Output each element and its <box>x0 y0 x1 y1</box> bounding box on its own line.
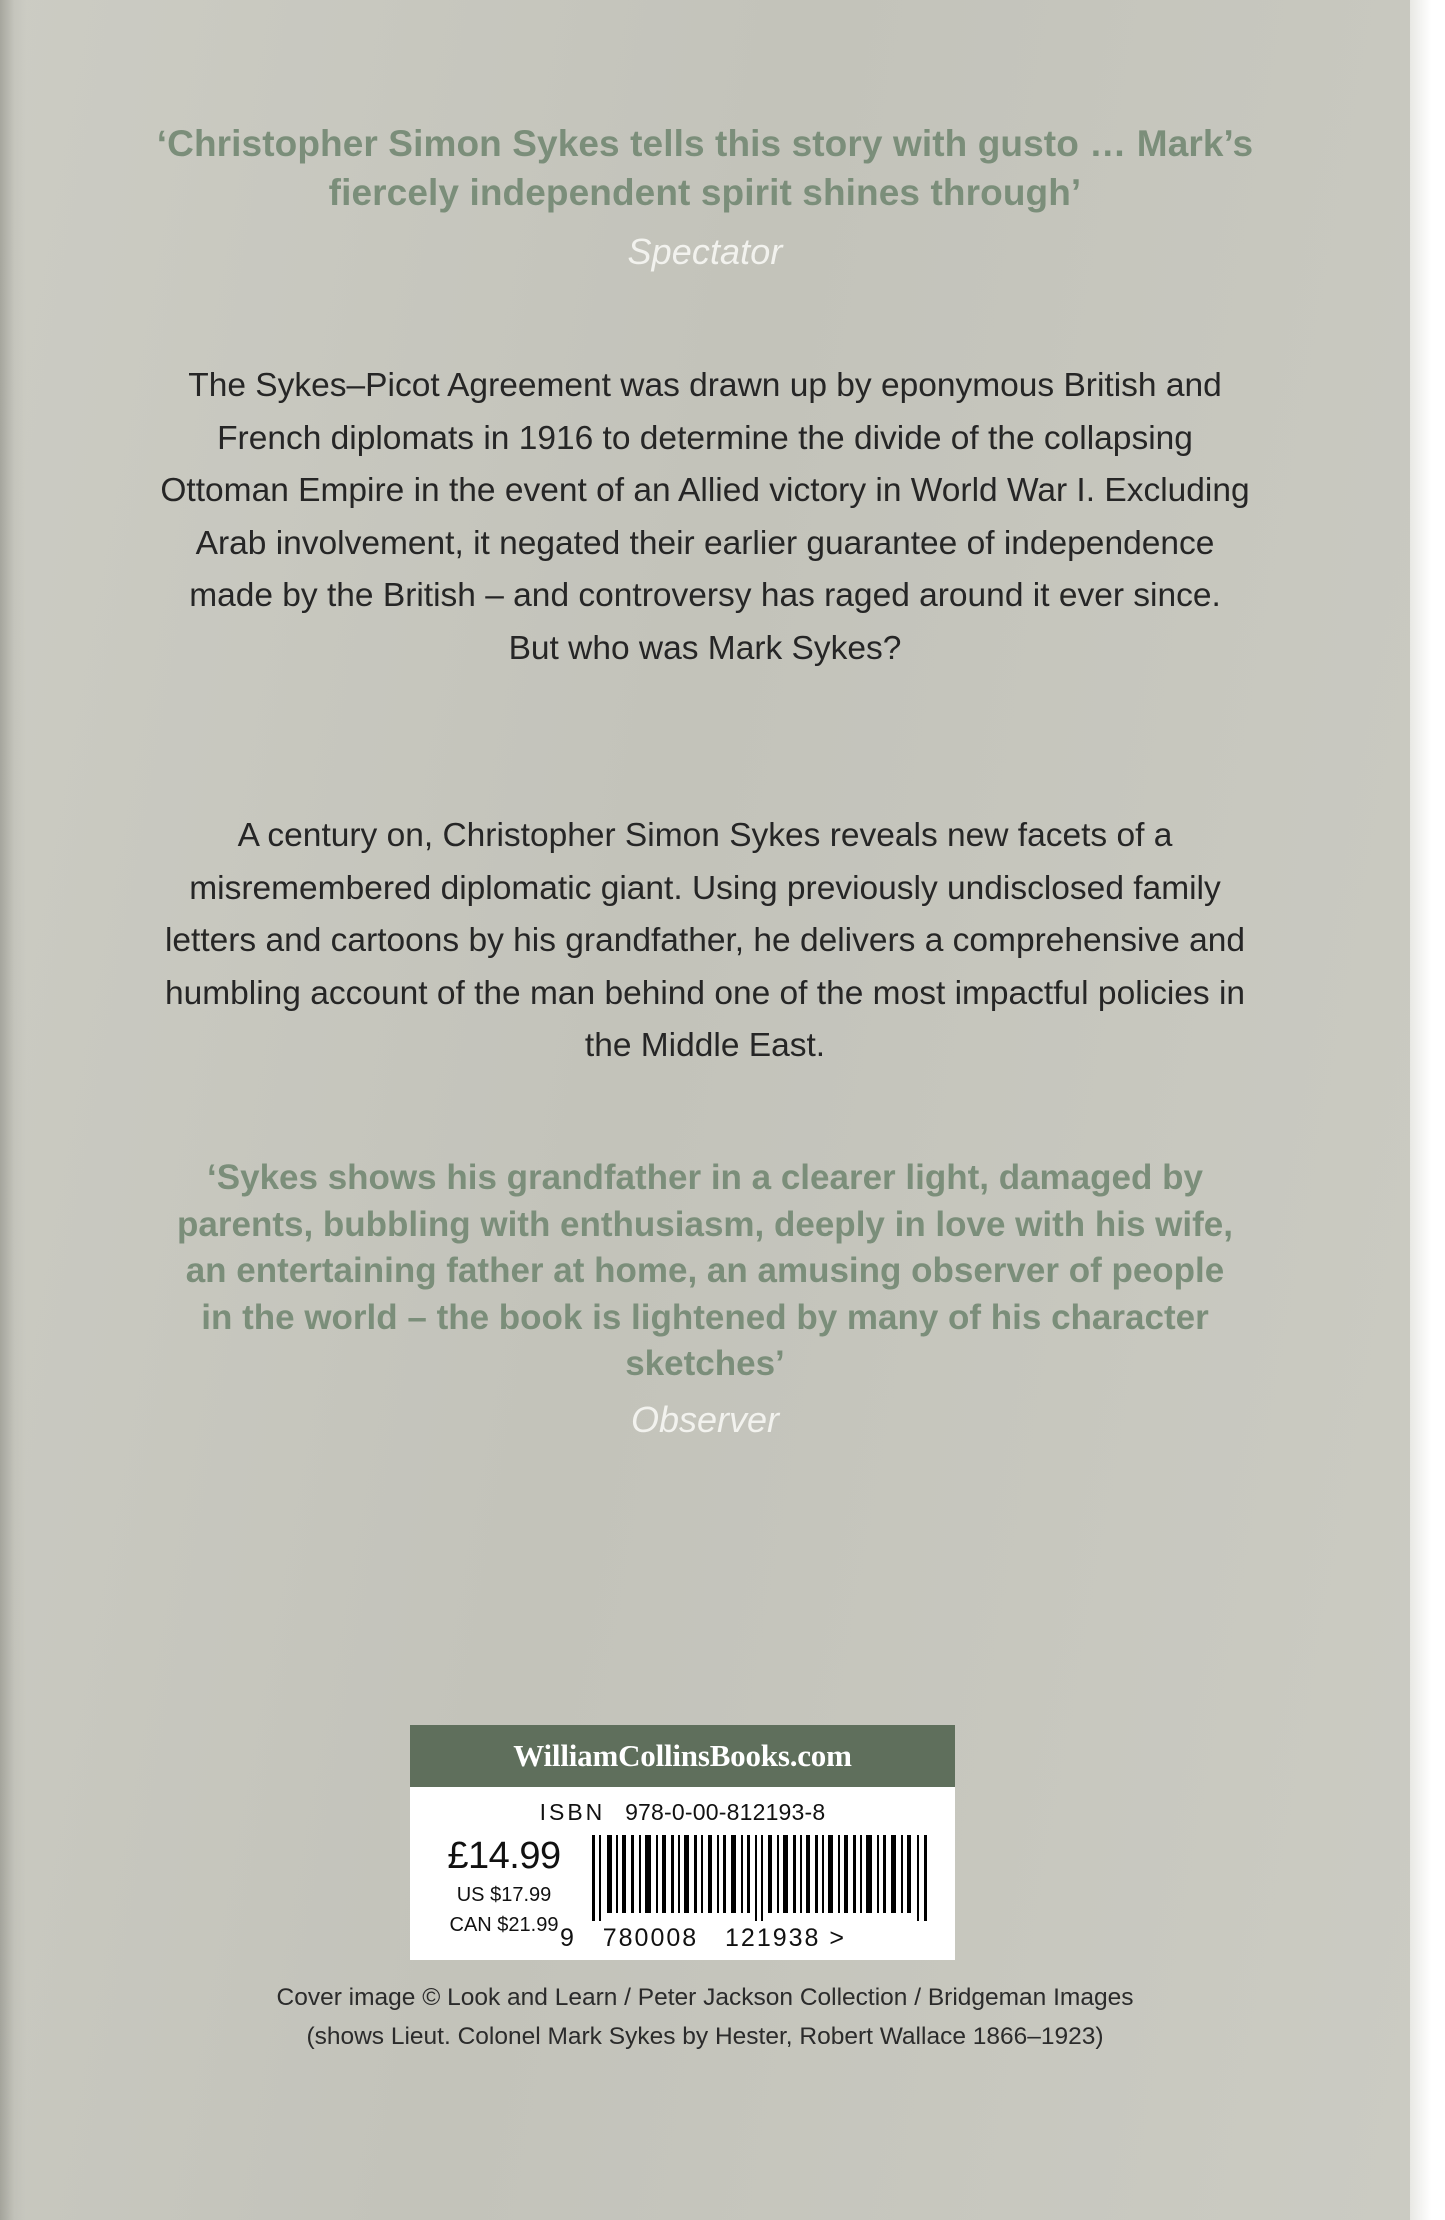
top-review-source: Spectator <box>627 230 783 272</box>
price-group <box>424 1835 584 1938</box>
ean-group-1: 780008 <box>602 1924 699 1952</box>
bottom-review-quote <box>170 1155 1240 1444</box>
blurb-paragraph-1: The Sykes–Picot Agreement was drawn up by eponymous British and French diplomats in 1916 to determine the divide of the collapsing Ottoman Empire in the event of an Allied victory in World War I. Excluding Arab involvement, it negated their earlier guarantee of independence made by the British – and controversy has raged around it ever since. But who was Mark Sykes? <box>160 367 1250 667</box>
ean-left-digit: 9 <box>560 1924 576 1952</box>
ean-group-2: 121938 <box>725 1924 821 1952</box>
price-gbp: £14.99 <box>447 1835 561 1877</box>
isbn-label: ISBN <box>539 1799 606 1825</box>
price-usd: US $17.99 <box>456 1884 552 1906</box>
barcode-panel <box>410 1787 955 1960</box>
top-review-quote-text: ‘Christopher Simon Sykes tells this story with gusto … Mark’s fiercely independent spirit shines through’ <box>156 123 1254 213</box>
credit-line-1: Cover image © Look and Learn / Peter Jackson Collection / Bridgeman Images <box>276 1984 1134 2011</box>
barcode-bars-icon <box>588 1835 938 1921</box>
isbn-number: 978-0-00-812193-8 <box>625 1799 826 1825</box>
credit-line-2: (shows Lieut. Colonel Mark Sykes by Hester, Robert Wallace 1866–1923) <box>306 2023 1104 2051</box>
publisher-website-bar[interactable] <box>410 1725 955 1787</box>
publisher-website-text: WilliamCollinsBooks.com <box>513 1738 852 1773</box>
ean-suffix: > <box>829 1924 847 1952</box>
price-cad: CAN $21.99 <box>449 1914 559 1936</box>
top-review-quote <box>150 120 1260 275</box>
bottom-review-quote-text: ‘Sykes shows his grandfather in a clearer light, damaged by parents, bubbling with enthusiasm, deeply in love with his wife, an entertaining father at home, an amusing observer of people in the world – the book is lightened by many of his character sketches’ <box>177 1158 1233 1384</box>
blurb-paragraph-2: A century on, Christopher Simon Sykes reveals new facets of a misremembered diplomatic giant. Using previously undisclosed family letters and cartoons by his grandfather, he delivers a comprehensive and humbling account of the man behind one of the most impactful policies in the Middle East. <box>164 817 1246 1065</box>
page-edge <box>1410 0 1445 2220</box>
ean13-barcode <box>588 1835 938 1921</box>
isbn-barcode-block <box>410 1725 955 1960</box>
bottom-review-source: Observer <box>630 1398 780 1440</box>
ean-digits <box>560 1924 955 1953</box>
cover-image-credit <box>120 1978 1290 2056</box>
isbn-line <box>410 1799 955 1826</box>
